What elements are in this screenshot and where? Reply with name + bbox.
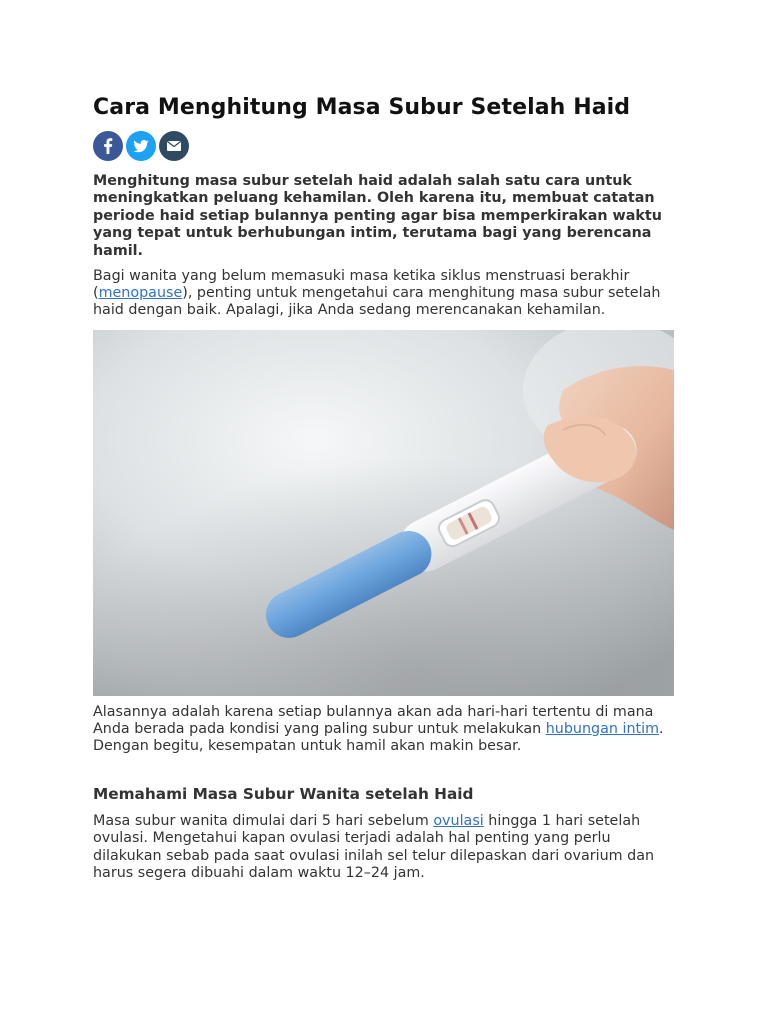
twitter-share-button[interactable] (126, 131, 156, 161)
paragraph-text: hingga 1 hari setelah ovulasi. Mengetahui kapan ovulasi terjadi adalah hal penting yang perlu dilakukan sebab pada saat ovulasi inilah sel telur dilepaskan dari ovarium dan harus segera dibuahi dalam waktu 12–24 jam. (93, 813, 655, 881)
paragraph-text: Alasannya adalah karena setiap bulannya akan ada hari-hari tertentu di mana Anda berada pada kondisi yang paling subur untuk melakukan (93, 703, 654, 737)
section-heading: Memahami Masa Subur Wanita setelah Haid (93, 785, 474, 804)
paragraph-text: ), penting untuk mengetahui cara menghitung masa subur setelah haid dengan baik. Apalagi, jika Anda sedang merencanakan kehamilan. (93, 285, 661, 319)
pregnancy-test-photo (93, 330, 674, 696)
paragraph-intro (93, 268, 678, 320)
email-icon (159, 131, 189, 161)
twitter-icon (126, 131, 156, 161)
article-lead: Menghitung masa subur setelah haid adalah salah satu cara untuk meningkatkan peluang kehamilan. Oleh karena itu, membuat catatan periode haid setiap bulannya penting agar bisa memperkirakan waktu yang tepat untuk berhubungan intim, terutama bagi yang berencana hamil. (93, 173, 662, 259)
article-title: Cara Menghitung Masa Subur Setelah Haid (93, 95, 631, 120)
paragraph-reason (93, 704, 678, 756)
menopause-link[interactable]: menopause (98, 285, 183, 302)
facebook-icon (93, 131, 123, 161)
share-buttons (93, 131, 678, 161)
hubungan-intim-link[interactable]: hubungan intim (545, 720, 660, 737)
facebook-share-button[interactable] (93, 131, 123, 161)
paragraph-text: Masa subur wanita dimulai dari 5 hari sebelum (93, 813, 434, 830)
paragraph-text: Bagi wanita yang belum memasuki masa ketika siklus menstruasi berakhir ( (93, 268, 630, 302)
paragraph-ovulation (93, 813, 678, 882)
ovulasi-link[interactable]: ovulasi (433, 813, 484, 830)
paragraph-text: . Dengan begitu, kesempatan untuk hamil akan makin besar. (93, 720, 664, 755)
email-share-button[interactable] (159, 131, 189, 161)
article (93, 92, 678, 882)
